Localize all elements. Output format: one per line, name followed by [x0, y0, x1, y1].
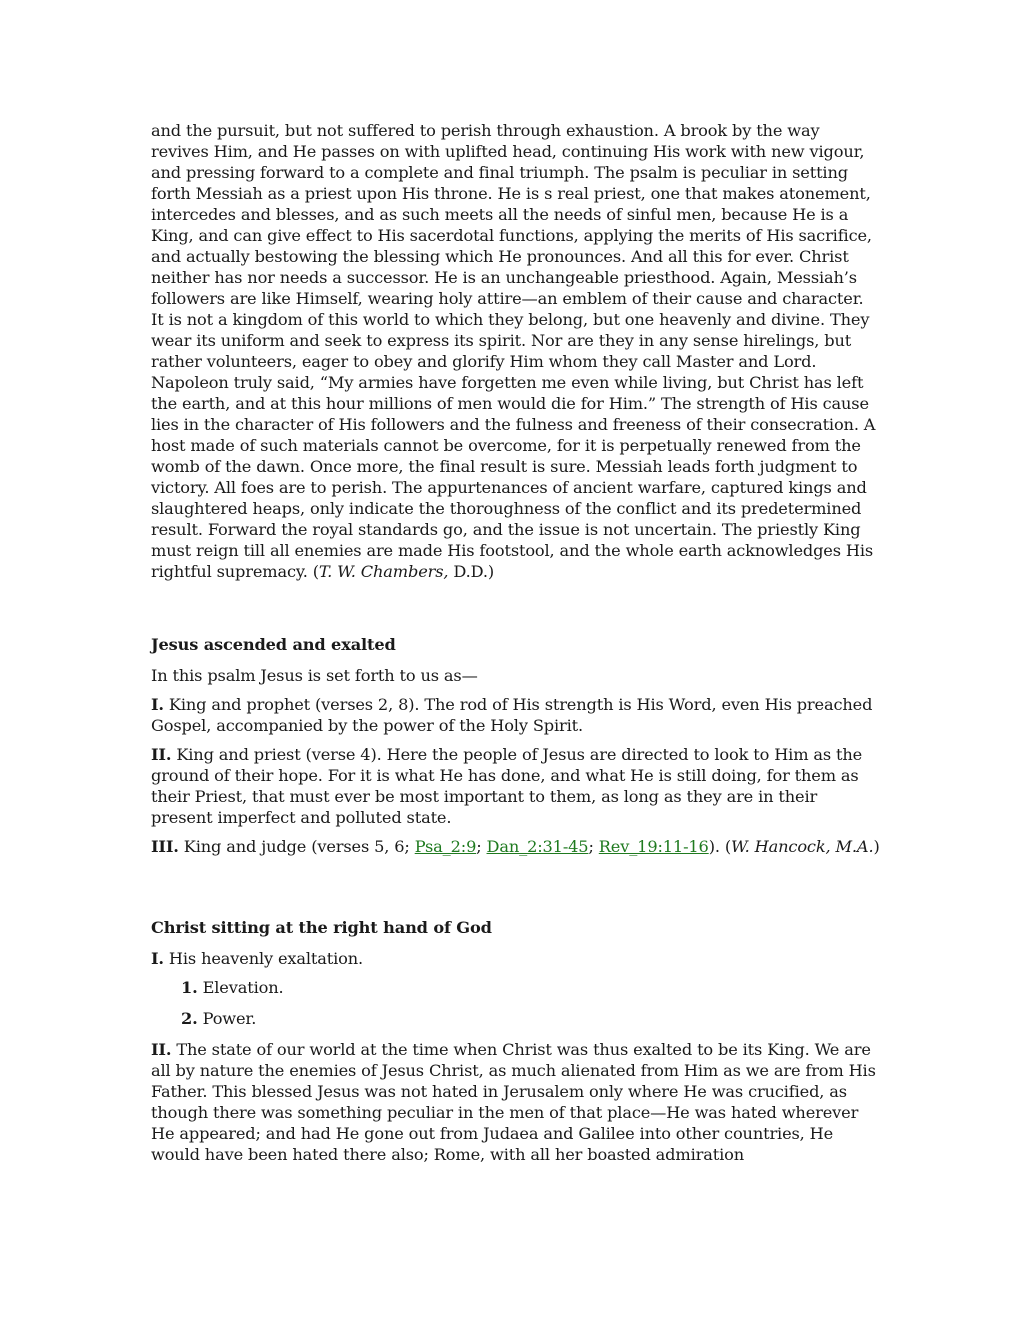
intro-text: and the pursuit, but not suffered to perish through exhaustion. A brook by the way revives Him, and He passes on with uplifted head, continuing His work with new vigour, and pressing forward to a complete and final triumph. The psalm is peculiar in setting forth Messiah as a priest upon His throne. He is s real priest, one that makes atonement, intercedes and blesses, and as such meets all the needs of sinful men, because He is a King, and can give effect to His sacerdotal functions, applying the merits of His sacrifice, and actually bestowing the blessing which He pronounces. And all this for ever. Christ neither has nor needs a successor. He is an unchangeable priesthood. Again, Messiah’s followers are like Himself, wearing holy attire—an emblem of their cause and character. It is not a kingdom of this world to which they belong, but one heavenly and divine. They wear its uniform and seek to express its spirit. Nor are they in any sense hirelings, but rather volunteers, eager to obey and glorify Him whom they call Master and Lord. Napoleon truly said, “My armies have forgetten me even while living, but Christ has left the earth, and at this hour millions of men would die for Him.” The strength of His cause lies in the character of His followers and the fulness and freeness of their consecration. A host made of such materials cannot be overcome, for it is perpetually renewed from the womb of the dawn. Once more, the final result is sure. Messiah leads forth judgment to victory. All foes are to perish. The appurtenances of ancient warfare, captured kings and slaughtered heaps, only indicate the thoroughness of the conflict and its predetermined result. Forward the royal standards go, and the issue is not uncertain. The priestly King must reign till all enemies are made His footstool, and the whole earth acknowledges His rightful supremacy. (	[151, 121, 876, 581]
section2-subitem1-number: 1.	[181, 978, 198, 997]
section1-lead: In this psalm Jesus is set forth to us as—	[151, 666, 478, 685]
section2-item2	[151, 1039, 881, 1165]
section1-item1-text: King and prophet (verses 2, 8). The rod of His strength is His Word, even His preached Gospel, accompanied by the power of the Holy Spirit.	[151, 695, 873, 735]
section2-item2-number: II.	[151, 1040, 172, 1059]
document-page	[151, 120, 881, 1173]
section-gap	[151, 865, 881, 917]
intro-paragraph	[151, 120, 881, 582]
section2-item2-text: The state of our world at the time when Christ was thus exalted to be its King. We are all by nature the enemies of Jesus Christ, as much alienated from Him as we are from His Father. This blessed Jesus was not hated in Jerusalem only where He was crucified, as though there was something peculiar in the men of that place—He was hated wherever He appeared; and had He gone out from Judaea and Galilee into other countries, He would have been hated there also; Rome, with all her boasted admiration	[151, 1040, 876, 1164]
separator: ;	[476, 837, 487, 856]
section2-heading: Christ sitting at the right hand of God	[151, 918, 492, 937]
section1-item3-text: King and judge (verses 5, 6;	[178, 837, 415, 856]
section2-subitem1	[181, 977, 881, 998]
section1-item2	[151, 744, 881, 828]
section1-item1-number: I.	[151, 695, 164, 714]
section1-item3-number: III.	[151, 837, 179, 856]
section1-author: W. Hancock, M.A.	[731, 837, 874, 856]
section2-item1-number: I.	[151, 949, 164, 968]
section1-item3-tail: ). (	[708, 837, 732, 856]
separator: ;	[588, 837, 599, 856]
section2-subitem2-number: 2.	[181, 1009, 198, 1028]
section2-subitem2-text: Power.	[197, 1009, 257, 1028]
section2-item1-text: His heavenly exaltation.	[163, 949, 364, 968]
section1-item3	[151, 836, 881, 857]
section1-item3-close: )	[873, 837, 880, 856]
section2-subitem2	[181, 1008, 881, 1029]
scripture-link-dan[interactable]: Dan_2:31-45	[486, 837, 589, 856]
section1-item2-text: King and priest (verse 4). Here the people of Jesus are directed to look to Him as the ground of their hope. For it is what He has done, and what He is still doing, for them as their Priest, that must ever be most important to them, as long as they are in their present imperfect and polluted state.	[151, 745, 863, 827]
scripture-link-psa[interactable]: Psa_2:9	[414, 837, 477, 856]
intro-suffix: D.D.)	[448, 562, 495, 581]
section1-item1	[151, 694, 881, 736]
section-gap	[151, 582, 881, 634]
section1-item2-number: II.	[151, 745, 172, 764]
intro-author: T. W. Chambers,	[318, 562, 449, 581]
scripture-link-rev[interactable]: Rev_19:11-16	[598, 837, 709, 856]
section2-subitem1-text: Elevation.	[197, 978, 284, 997]
section1-heading: Jesus ascended and exalted	[151, 635, 396, 654]
section2-item1	[151, 948, 881, 969]
